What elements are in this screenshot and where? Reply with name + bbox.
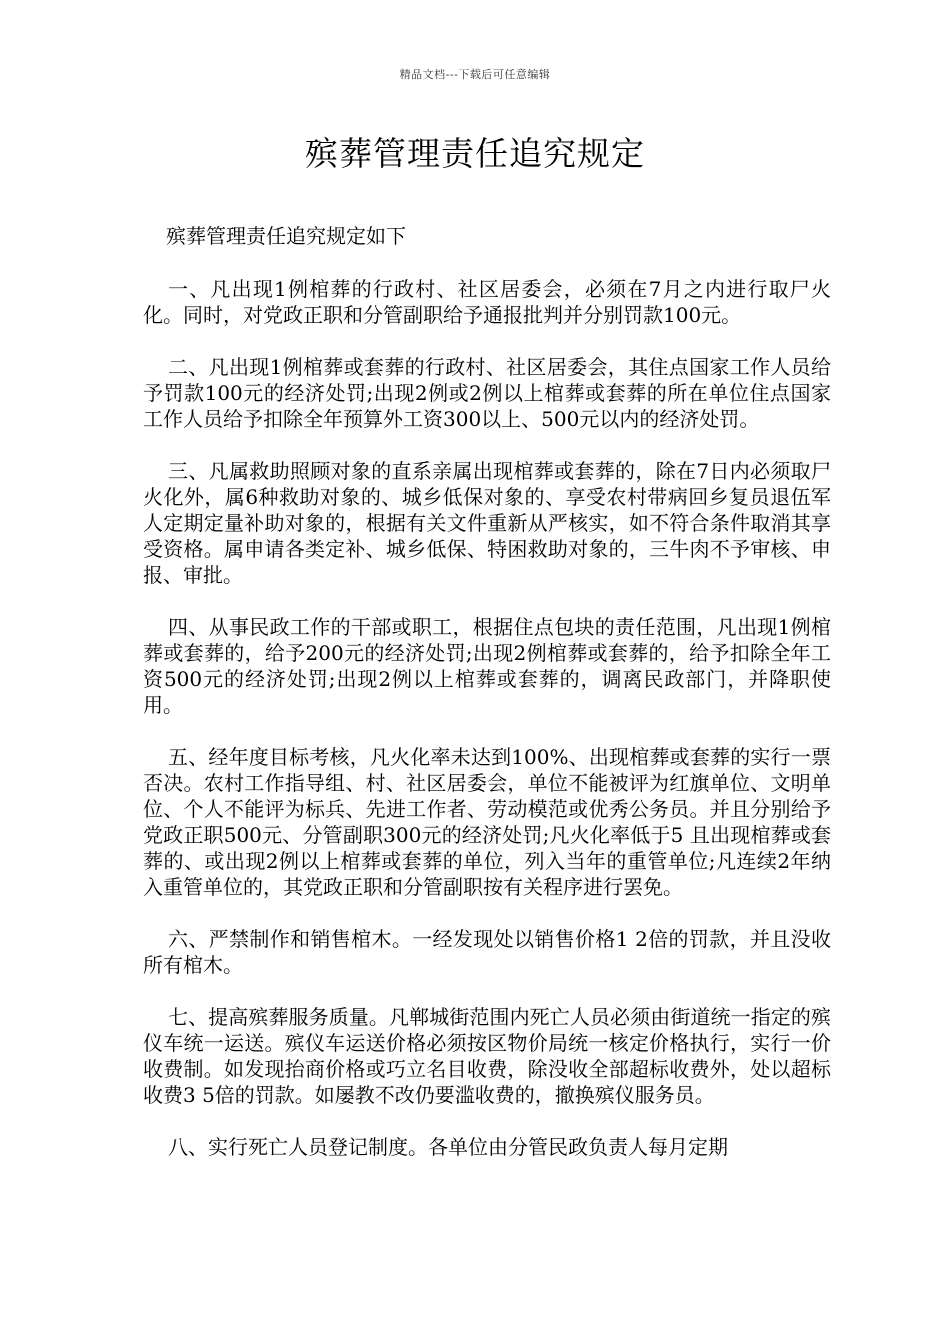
clause-8: 八、实行死亡人员登记制度。各单位由分管民政负责人每月定期: [168, 1135, 728, 1159]
clause-3: 三、凡属救助照顾对象的直系亲属出现棺葬或套葬的，除在7日内必须取尸火化外，属6种救助对象的、城乡低保对象的、享受农村带病回乡复员退伍军人定期定量补助对象的，根据有关文件重新从严核实，如不符合条件取消其享受资格。属申请各类定补、城乡低保、特困救助对象的，三牛肉不予审核、申报、审批。: [143, 459, 831, 587]
clause-5: 五、经年度目标考核，凡火化率未达到100%、出现棺葬或套葬的实行一票否决。农村工作指导组、村、社区居委会，单位不能被评为红旗单位、文明单位、个人不能评为标兵、先进工作者、劳动模范或优秀公务员。并且分别给予党政正职500元、分管副职300元的经济处罚;凡火化率低于5 且出现棺葬或套葬的、或出现2例以上棺葬或套葬的单位，列入当年的重管单位;凡连续2年纳入重管单位的，其党政正职和分管副职按有关程序进行罢免。: [143, 745, 831, 899]
clause-4: 四、从事民政工作的干部或职工，根据住点包块的责任范围，凡出现1例棺葬或套葬的，给予200元的经济处罚;出现2例棺葬或套葬的，给予扣除全年工资500元的经济处罚;出现2例以上棺葬或套葬的，调离民政部门，并降职使用。: [143, 615, 831, 717]
document-title: 殡葬管理责任追究规定: [305, 134, 645, 173]
clause-6: 六、严禁制作和销售棺木。一经发现处以销售价格1 2倍的罚款，并且没收所有棺木。: [143, 927, 831, 977]
clause-7: 七、提高殡葬服务质量。凡郸城街范围内死亡人员必须由街道统一指定的殡仪车统一运送。殡仪车运送价格必须按区物价局统一核定价格执行，实行一价收费制。如发现抬商价格或巧立名目收费，除没收全部超标收费外，处以超标收费3 5倍的罚款。如屡教不改仍要滥收费的，撤换殡仪服务员。: [143, 1005, 831, 1107]
clause-1: 一、凡出现1例棺葬的行政村、社区居委会，必须在7月之内进行取尸火化。同时，对党政正职和分管副职给予通报批判并分别罚款100元。: [143, 277, 831, 327]
clause-2: 二、凡出现1例棺葬或套葬的行政村、社区居委会，其住点国家工作人员给予罚款100元的经济处罚;出现2例或2例以上棺葬或套葬的所在单位住点国家工作人员给予扣除全年预算外工资300以上、500元以内的经济处罚。: [143, 355, 831, 431]
header-note: 精品文档---下载后可任意编辑: [399, 68, 551, 81]
intro-paragraph: 殡葬管理责任追究规定如下: [166, 224, 406, 248]
document-body: [143, 223, 831, 1186]
